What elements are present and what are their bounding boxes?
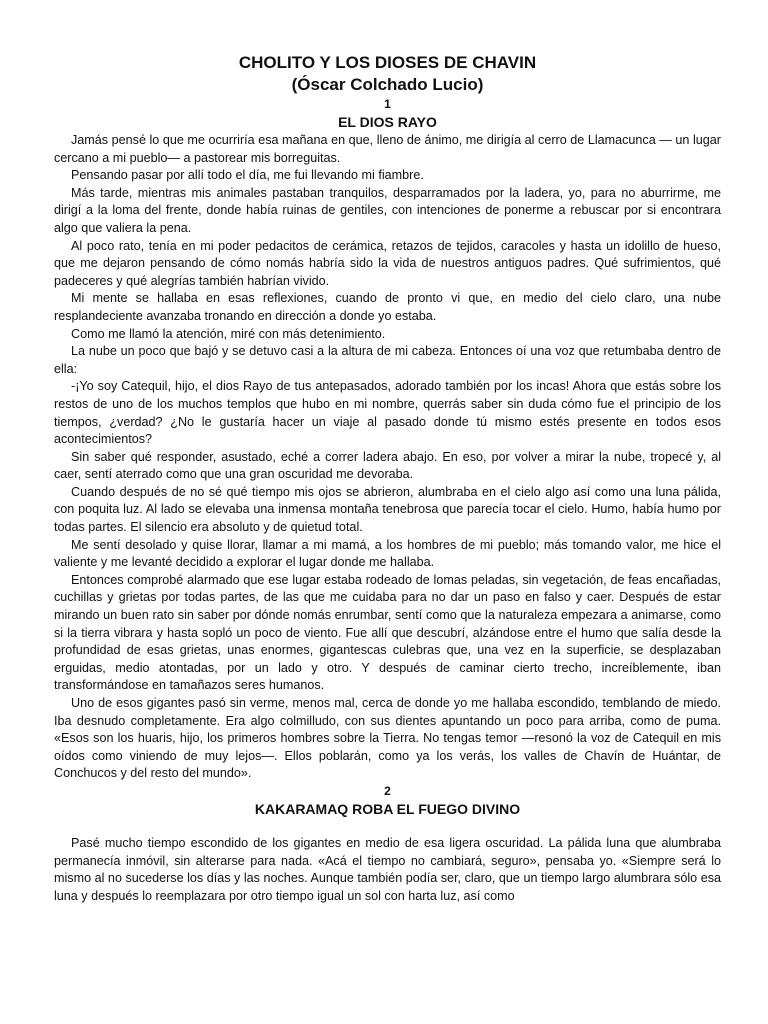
paragraph: Uno de esos gigantes pasó sin verme, menos mal, cerca de donde yo me hallaba escondido, temblando de miedo. Iba desnudo completamente. Era algo colmilludo, con sus dientes apuntando un poco para arriba, como de puma. «Esos son los huaris, hijo, los primeros hombres sobre la Tierra. No tengas temor —resonó la voz de Catequil en mis oídos como viniendo de muy lejos—. Ellos poblarán, como ya los verás, los valles de Chavín de Huántar, de Conchucos y del resto del mundo». xyxy=(54,696,721,781)
paragraph: -¡Yo soy Catequil, hijo, el dios Rayo de tus antepasados, adorado también por los incas! Ahora que estás sobre los restos de uno de los muchos templos que hubo en mi nombre, querrás saber sin duda cómo fue el principio de los tiempos, ¿verdad? ¿No le gustaría hacer un viaje al pasado donde tú mismo estés presente en todos esos acontecimientos? xyxy=(54,379,721,447)
paragraph: Pensando pasar por allí todo el día, me fui llevando mi fiambre. xyxy=(71,168,424,183)
chapter-title: EL DIOS RAYO xyxy=(338,114,437,130)
paragraph: Me sentí desolado y quise llorar, llamar a mi mamá, a los hombres de mi pueblo; más tomando valor, me hice el valiente y me levanté decidido a explorar el lugar donde me hallaba. xyxy=(54,537,721,570)
spacer xyxy=(54,819,721,835)
paragraph: Mi mente se hallaba en esas reflexiones, cuando de pronto vi que, en medio del cielo claro, una nube resplandeciente avanzaba tronando en dirección a donde yo estaba. xyxy=(54,291,721,323)
paragraph: La nube un poco que bajó y se detuvo casi a la altura de mi cabeza. Entonces oí una voz que retumbaba dentro de ella: xyxy=(54,344,721,376)
chapter-1 xyxy=(54,96,721,783)
document-author: (Óscar Colchado Lucio) xyxy=(291,75,484,94)
document-title: CHOLITO Y LOS DIOSES DE CHAVIN xyxy=(238,53,537,72)
chapter-title: KAKARAMAQ ROBA EL FUEGO DIVINO xyxy=(254,800,521,817)
chapter-2 xyxy=(54,783,721,905)
chapter-number: 1 xyxy=(384,97,391,111)
paragraph: Sin saber qué responder, asustado, eché a correr ladera abajo. En eso, por volver a mirar la nube, tropecé y, al caer, sentí aterrado como que una gran oscuridad me devoraba. xyxy=(54,449,721,482)
paragraph: Jamás pensé lo que me ocurriría esa mañana en que, lleno de ánimo, me dirigía al cerro de Llamacunca — un lugar cercano a mi pueblo— a pastorear mis borreguitas. xyxy=(54,133,721,165)
paragraph: Al poco rato, tenía en mi poder pedacitos de cerámica, retazos de tejidos, caracoles y hasta un idolillo de hueso, que me dejaron pensando de cómo nomás habría sido la vida de nuestros antiguos padres. Qué sufrimientos, qué padeceres y qué alegrías también habrían vivido. xyxy=(54,238,721,288)
document-page xyxy=(54,52,721,905)
paragraph: Pasé mucho tiempo escondido de los gigantes en medio de esa ligera oscuridad. La pálida luna que alumbraba permanecía inmóvil, sin alterarse para nada. «Acá el tiempo no cambiará, seguro», pensaba yo. «Siempre será lo mismo al no sucederse los días y las noches. Aunque también podía ser, claro, que un tiempo largo alumbrara sólo esa luna y después lo reemplazara por otro tiempo igual un sol con harta luz, así como xyxy=(54,835,721,903)
paragraph: Entonces comprobé alarmado que ese lugar estaba rodeado de lomas peladas, sin vegetación, de feas encañadas, cuchillas y grietas por todas partes, de las que me cuidaba para no dar un paso en falso y caer. Después de estar mirando un buen rato sin saber por dónde nomás enrumbar, sentí como que la naturaleza empezara a animarse, como si la tierra vibrara y hasta sopló un poco de viento. Fue allí que descubrí, alzándose entre el humo que salía desde la profundidad de esas grietas, unas enormes, gigantescas culebras que, una vez en la superficie, se desplazaban erguidas, medio atontadas, por un lado y otro. Y después de caminar cierto trecho, increíblemente, iban transformándose en tamañazos seres humanos. xyxy=(54,572,721,693)
paragraph: Como me llamó la atención, miré con más detenimiento. xyxy=(71,326,386,341)
paragraph: Más tarde, mientras mis animales pastaban tranquilos, desparramados por la ladera, yo, para no aburrirme, me dirigí a la loma del frente, donde había ruinas de gentiles, con intenciones de ponerme a rebuscar por si encontrara algo que valiera la pena. xyxy=(54,185,721,235)
chapter-number: 2 xyxy=(384,783,391,798)
paragraph: Cuando después de no sé qué tiempo mis ojos se abrieron, alumbraba en el cielo algo así como una luna pálida, con poquita luz. Al lado se elevaba una inmensa montaña tenebrosa que parecía tocar el cielo. Humo, había humo por todas partes. El silencio era absoluto y de quietud total. xyxy=(54,484,721,535)
